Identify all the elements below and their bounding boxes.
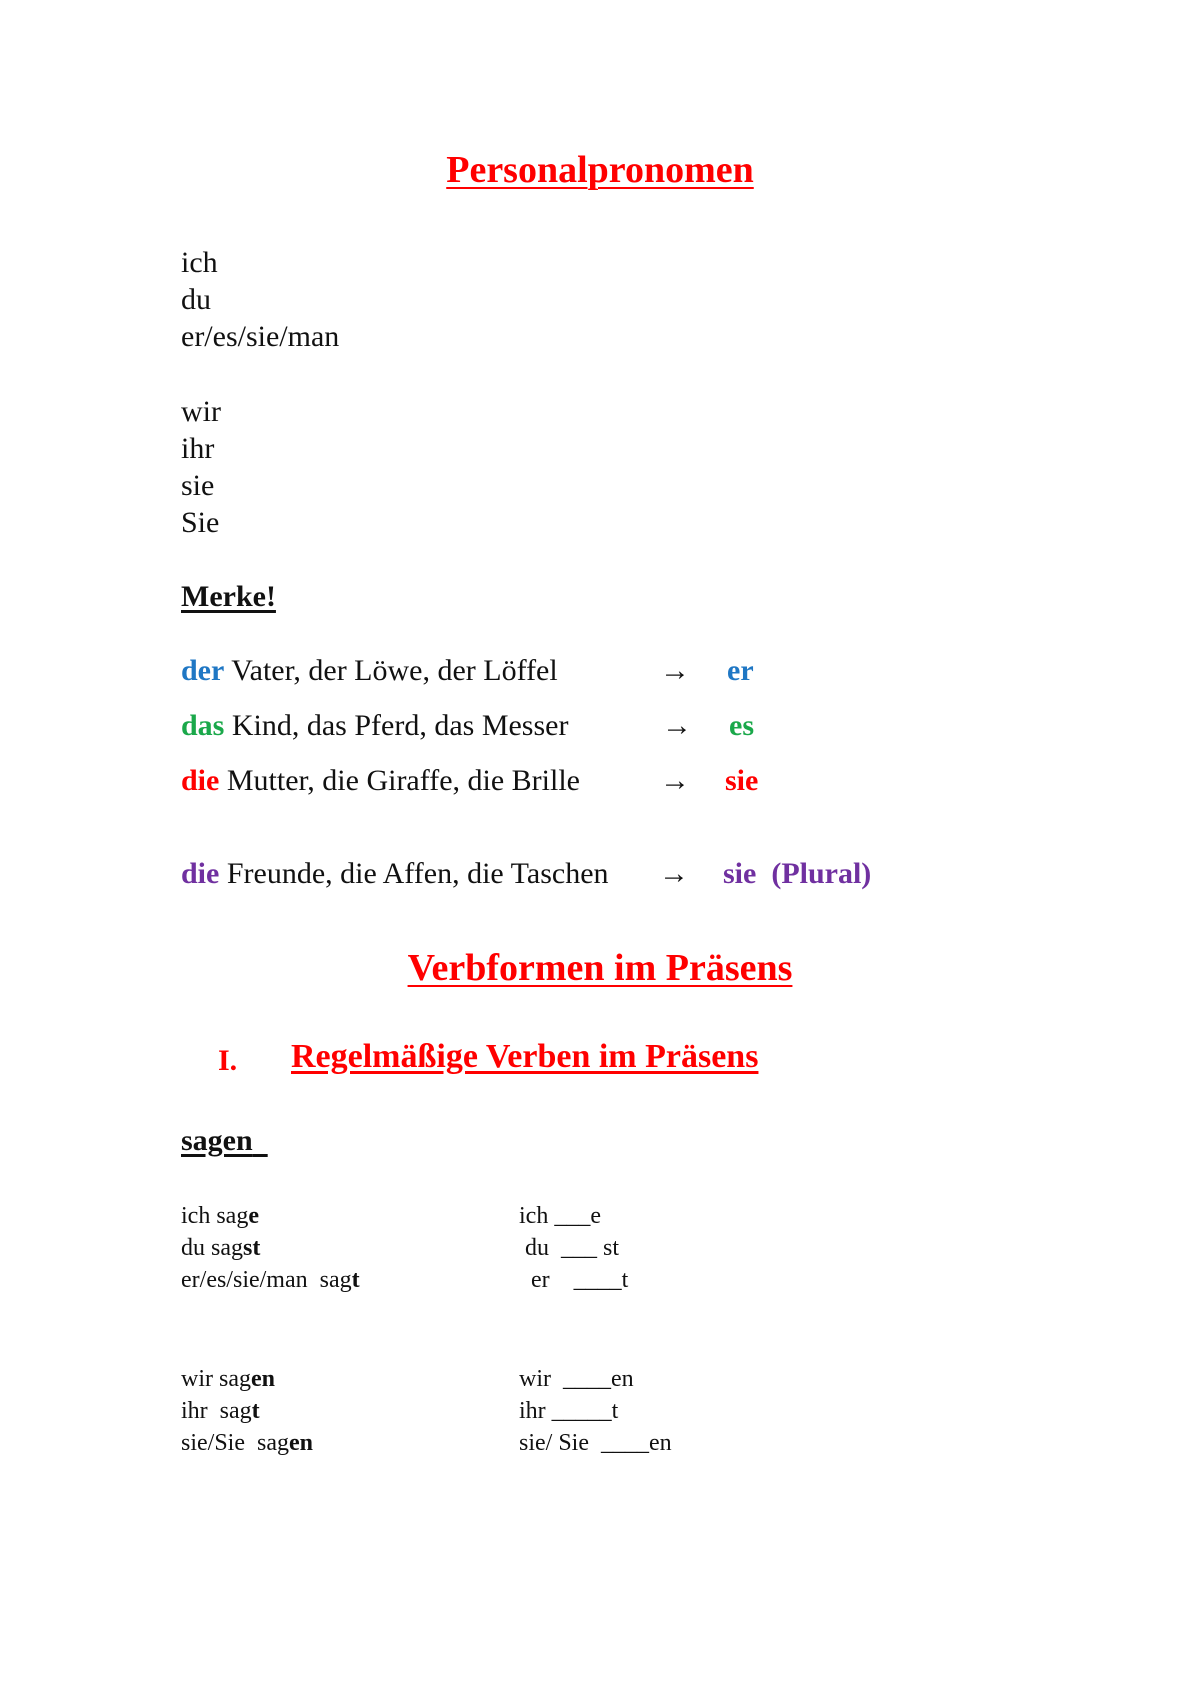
blank-row: sie/ Sie ____en [519, 1430, 672, 1456]
conj-row [181, 1427, 313, 1459]
conj-ending: en [289, 1430, 313, 1456]
rule-der [181, 654, 558, 688]
conj-ending: en [250, 1366, 275, 1392]
article-das: das [181, 709, 225, 742]
subsection-title: Regelmäßige Verben im Präsens [291, 1038, 759, 1075]
conj-row [181, 1264, 360, 1296]
rule-das [181, 709, 568, 743]
blank-row: ihr _____t [519, 1398, 619, 1424]
conj-row [181, 1363, 275, 1395]
pronoun-plural-2: ihr [181, 432, 215, 465]
pronoun-singular-2: du [181, 283, 211, 316]
conj-row [181, 1200, 259, 1232]
blank-row: er ____t [519, 1267, 629, 1293]
conj-stem: du sag [181, 1235, 243, 1261]
conj-stem: wir sag [181, 1366, 251, 1392]
blank-row: du ___ st [519, 1235, 620, 1261]
result-sie: sie [725, 764, 759, 797]
result-er: er [727, 654, 754, 687]
subsection-number: I. [218, 1044, 238, 1077]
pronoun-plural-1: wir [181, 395, 221, 428]
conj-stem: er/es/sie/man sag [181, 1267, 352, 1293]
pronoun-singular-1: ich [181, 246, 218, 279]
arrow-icon: → [660, 654, 690, 687]
conj-ending: e [248, 1203, 259, 1229]
rule-die-plural [181, 857, 609, 891]
pronoun-singular-3: er/es/sie/man [181, 320, 340, 353]
conj-ending: t [351, 1267, 360, 1293]
verb-underline-extension [253, 1124, 268, 1157]
article-die-plural: die [181, 857, 220, 890]
page-title: Personalpronomen [446, 149, 754, 191]
result-es: es [729, 709, 754, 742]
verb-heading [181, 1124, 268, 1158]
pronoun-plural-3: sie [181, 469, 215, 502]
conj-stem: sie/Sie sag [181, 1430, 289, 1456]
pronoun-plural-4: Sie [181, 506, 220, 539]
conj-stem: ihr sag [181, 1398, 252, 1424]
rule-nouns: Freunde, die Affen, die Taschen [219, 857, 609, 890]
result-sie-plural: sie (Plural) [723, 857, 872, 890]
rule-die [181, 764, 580, 798]
arrow-icon: → [660, 764, 690, 797]
merke-heading: Merke! [181, 580, 276, 613]
conj-ending: st [243, 1235, 261, 1261]
conj-stem: ich sag [181, 1203, 249, 1229]
conj-row [181, 1232, 260, 1264]
arrow-icon: → [659, 857, 689, 890]
rule-nouns: Vater, der Löwe, der Löffel [224, 654, 558, 687]
article-die: die [181, 764, 220, 797]
arrow-icon: → [662, 709, 692, 742]
conj-ending: t [251, 1398, 260, 1424]
verb-label: sagen [181, 1124, 253, 1157]
article-der: der [181, 654, 225, 687]
blank-row: ich ___e [519, 1203, 601, 1229]
rule-nouns: Kind, das Pferd, das Messer [224, 709, 569, 742]
section-title: Verbformen im Präsens [407, 947, 793, 989]
conj-row [181, 1395, 260, 1427]
blank-row: wir ____en [519, 1366, 634, 1392]
rule-nouns: Mutter, die Giraffe, die Brille [219, 764, 580, 797]
